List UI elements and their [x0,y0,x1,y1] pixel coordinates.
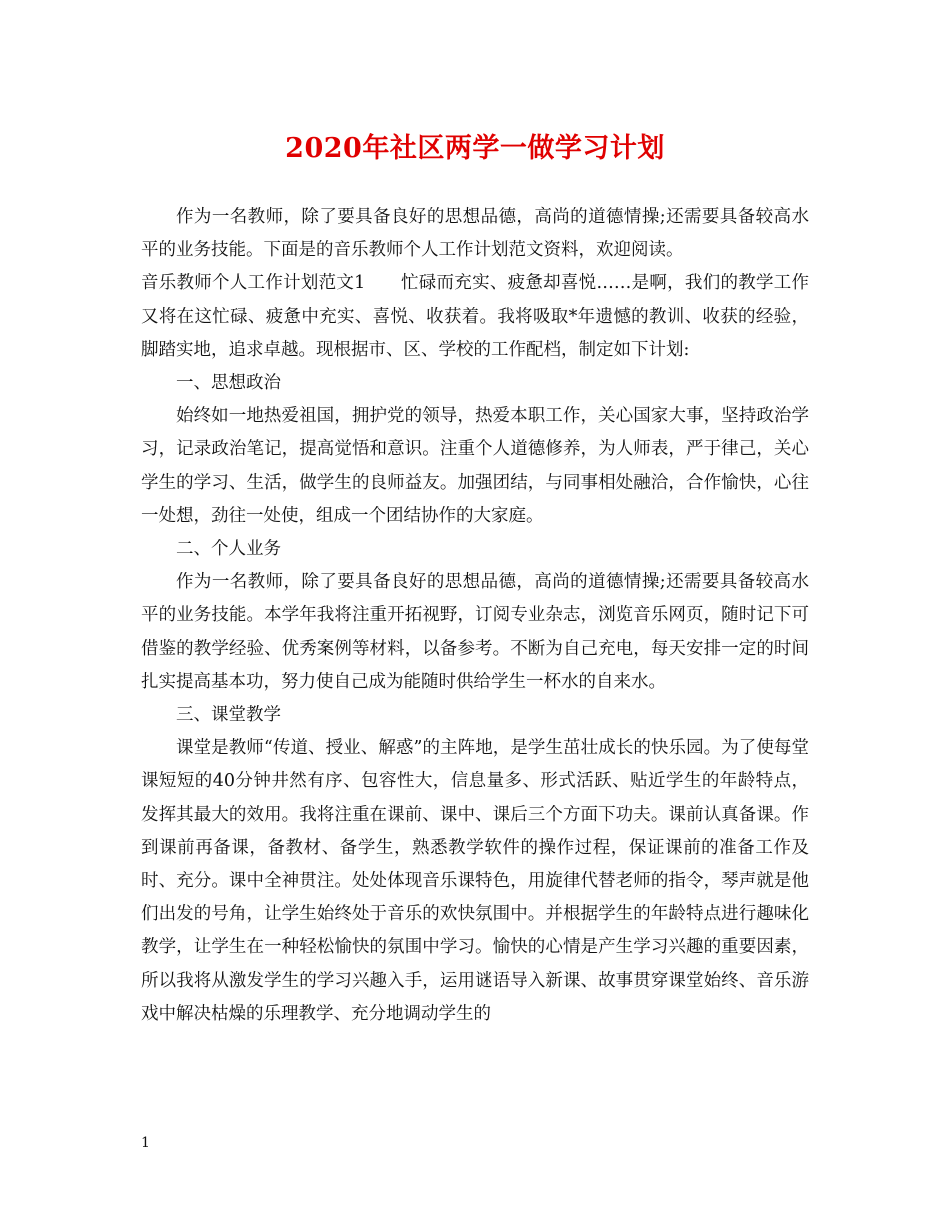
paragraph-politics: 始终如一地热爱祖国，拥护党的领导，热爱本职工作，关心国家大事，坚持政治学习，记录政治笔记，提高觉悟和意识。注重个人道德修养，为人师表，严于律己，关心学生的学习、生活，做学生的良师益友。加强团结，与同事相处融洽，合作愉快，心往一处想，劲往一处使，组成一个团结协作的大家庭。 [141,406,809,526]
section-heading-professional: 二、个人业务 [176,539,281,560]
paragraph-professional: 作为一名教师，除了要具备良好的思想品德，高尚的道德情操;还需要具备较高水平的业务技能。本学年我将注重开拓视野，订阅专业杂志，浏览音乐网页，随时记下可借鉴的教学经验、优秀案例等材料，以备参考。不断为自己充电，每天安排一定的时间扎实提高基本功，努力使自己成为能随时供给学生一杯水的自来水。 [141,572,809,692]
paragraph-classroom: 课堂是教师“传道、授业、解惑”的主阵地，是学生茁壮成长的快乐园。为了使每堂课短短的40分钟井然有序、包容性大，信息量多、形式活跃、贴近学生的年龄特点，发挥其最大的效用。我将注重在课前、课中、课后三个方面下功夫。课前认真备课。作到课前再备课，备教材、备学生，熟悉教学软件的操作过程，保证课前的准备工作及时、充分。课中全神贯注。处处体现音乐课特色，用旋律代替老师的指令，琴声就是他们出发的号角，让学生始终处于音乐的欢快氛围中。并根据学生的年龄特点进行趣味化教学，让学生在一种轻松愉快的氛围中学习。愉快的心情是产生学习兴趣的重要因素，所以我将从激发学生的学习兴趣入手，运用谜语导入新课、故事贯穿课堂始终、音乐游戏中解决枯燥的乐理教学、充分地调动学生的 [141,738,809,1024]
section-heading-classroom: 三、课堂教学 [176,705,281,726]
paragraph-intro: 作为一名教师，除了要具备良好的思想品德，高尚的道德情操;还需要具备较高水平的业务技能。下面是的音乐教师个人工作计划范文资料，欢迎阅读。 [141,207,809,261]
document-title: 2020年社区两学一做学习计划 [285,133,665,164]
document-body [141,201,809,1031]
section-heading-politics: 一、思想政治 [176,373,281,394]
page-number: 1 [141,1135,150,1151]
paragraph-plan-title: 音乐教师个人工作计划范文1 忙碌而充实、疲惫却喜悦……是啊，我们的教学工作又将在这忙碌、疲惫中充实、喜悦、收获着。我将吸取*年遗憾的教训、收获的经验，脚踏实地，追求卓越。现根据市、区、学校的工作配档，制定如下计划: [141,273,809,360]
